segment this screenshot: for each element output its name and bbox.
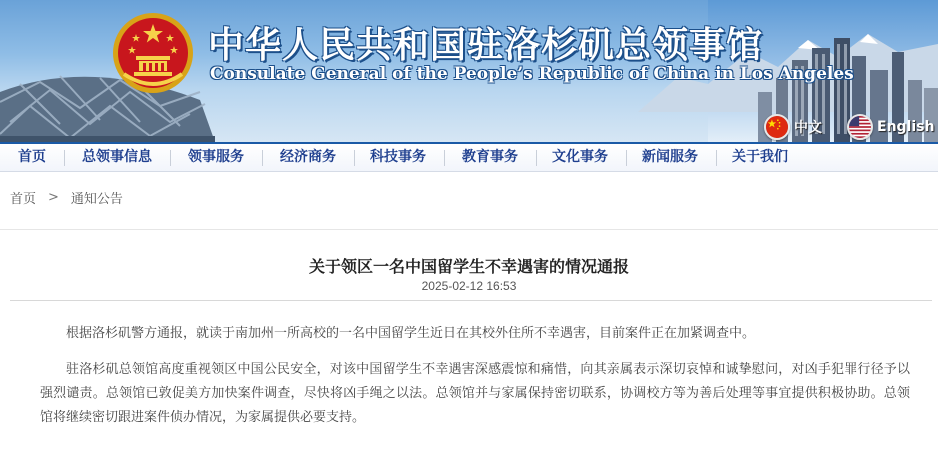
nav-item-consular-services[interactable]: 领事服务 — [188, 149, 244, 165]
nav-separator — [716, 150, 717, 166]
nav-separator — [170, 150, 171, 166]
nav-item-education[interactable]: 教育事务 — [462, 149, 518, 165]
breadcrumb — [10, 188, 123, 207]
national-emblem-icon — [110, 10, 196, 96]
nav-item-culture[interactable]: 文化事务 — [552, 149, 608, 165]
nav-separator — [444, 150, 445, 166]
content-divider — [0, 229, 938, 230]
nav-separator — [536, 150, 537, 166]
nav-separator — [64, 150, 65, 166]
site-banner — [0, 0, 938, 142]
nav-separator — [626, 150, 627, 166]
nav-item-economic-commercial[interactable]: 经济商务 — [280, 149, 336, 165]
nav-separator — [354, 150, 355, 166]
nav-item-consul-general-info[interactable]: 总领事信息 — [82, 149, 152, 165]
breadcrumb-home-link[interactable]: 首页 — [10, 192, 37, 207]
breadcrumb-separator: > — [48, 190, 59, 205]
nav-separator — [262, 150, 263, 166]
article-date: 2025-02-12 16:53 — [421, 279, 517, 293]
article-divider — [10, 300, 932, 301]
usa-flag-icon — [847, 114, 873, 140]
language-english-link[interactable] — [847, 114, 934, 140]
article-paragraph: 驻洛杉矶总领馆高度重视领区中国公民安全，对该中国留学生不幸遇害深感震惊和痛惜，向其亲属表示深切哀悼和诚挚慰问，对凶手犯罪行径予以强烈谴责。总领馆已敦促美方加快案件调查，尽快将凶手绳之以法。总领馆并与家属保持密切联系，协调校方等为善后处理等事宜提供积极协助。总领馆将继续密切跟进案件侦办情况，为家属提供必要支持。 — [40, 362, 910, 425]
site-title-english: Consulate General of the People’s Republic of China in Los Angeles — [210, 64, 854, 84]
main-navigation — [0, 142, 938, 172]
site-title-chinese: 中华人民共和国驻洛杉矶总领事馆 — [208, 24, 764, 66]
article-paragraph: 根据洛杉矶警方通报，就读于南加州一所高校的一名中国留学生近日在其校外住所不幸遇害，目前案件正在加紧调查中。 — [66, 326, 756, 341]
article-title: 关于领区一名中国留学生不幸遇害的情况通报 — [308, 257, 629, 276]
breadcrumb-notices-link[interactable]: 通知公告 — [70, 192, 123, 207]
nav-item-science-technology[interactable]: 科技事务 — [370, 149, 426, 165]
nav-item-about-us[interactable]: 关于我们 — [732, 149, 788, 165]
language-chinese-link[interactable] — [764, 114, 822, 140]
language-chinese-label: 中文 — [794, 120, 822, 136]
china-flag-icon — [764, 114, 790, 140]
language-english-label: English — [877, 119, 935, 135]
nav-item-news-services[interactable]: 新闻服务 — [642, 149, 698, 165]
nav-item-home[interactable]: 首页 — [18, 149, 46, 165]
